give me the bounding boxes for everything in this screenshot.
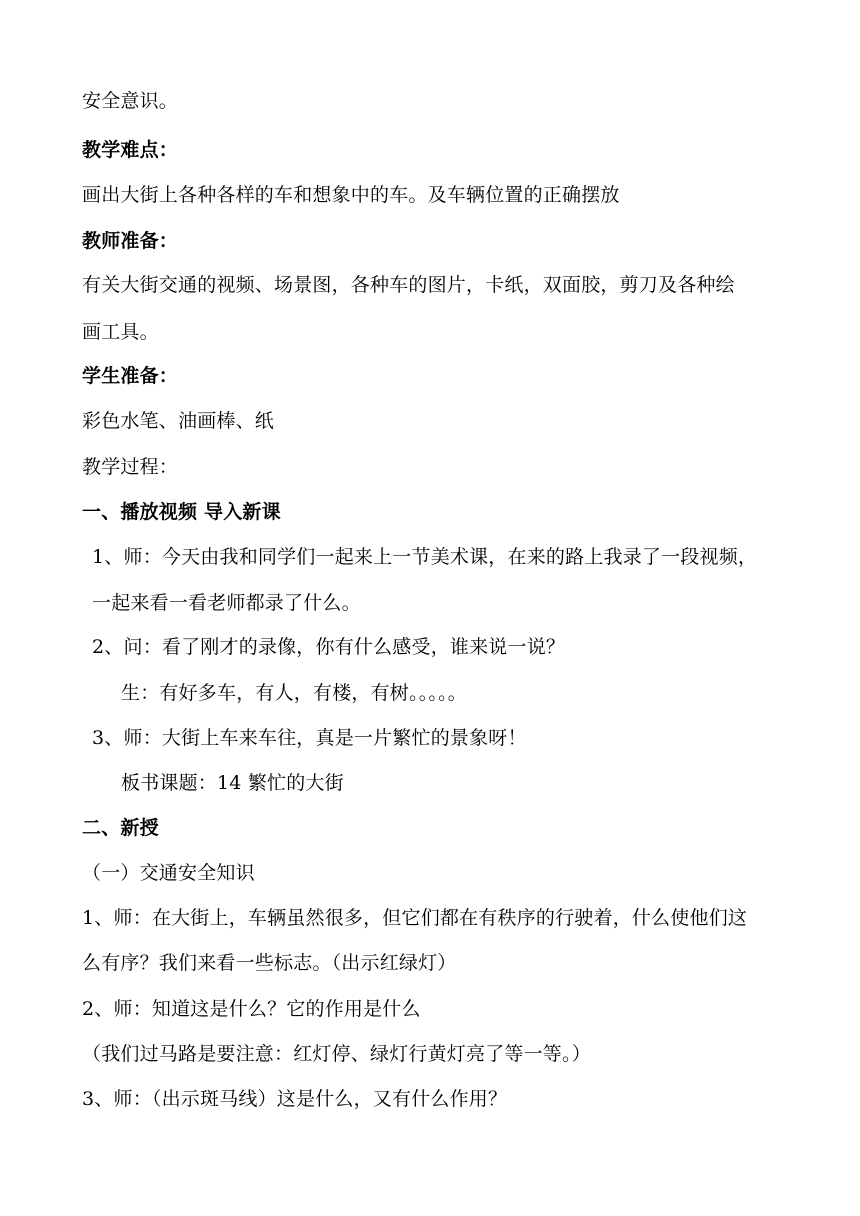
section-heading: 一、播放视频 导入新课 (82, 501, 281, 523)
text-line: 3、师：（出示斑马线）这是什么，又有什么作用？ (82, 1088, 508, 1110)
section-heading: 教师准备： (82, 230, 179, 252)
text-line: 1、师：在大街上，车辆虽然很多，但它们都在有秩序的行驶着，什么使他们这 (82, 907, 748, 929)
text-line: 2、师：知道这是什么？它的作用是什么 (82, 998, 421, 1020)
text-line: 一起来看一看老师都录了什么。 (92, 592, 361, 614)
text-line: 生：有好多车，有人，有楼，有树。。。。。 (121, 682, 468, 704)
text-line: 1、师：今天由我和同学们一起来上一节美术课，在来的路上我录了一段视频， (92, 546, 758, 568)
text-line: （一）交通安全知识 (82, 862, 255, 884)
text-line: 么有序？我们来看一些标志。（出示红绿灯） (82, 952, 457, 974)
section-heading: 教学难点： (82, 139, 179, 161)
text-line: 2、问：看了刚才的录像，你有什么感受，谁来说一说？ (92, 636, 566, 658)
section-heading: 二、新授 (82, 817, 159, 839)
section-heading: 学生准备： (82, 365, 179, 387)
text-line: 画出大街上各种各样的车和想象中的车。及车辆位置的正确摆放 (82, 184, 620, 206)
text-line: 画工具。 (82, 321, 159, 343)
text-line: 教学过程： (82, 456, 179, 478)
text-line: 板书课题：14 繁忙的大街 (121, 772, 344, 794)
text-line: 有关大街交通的视频、场景图，各种车的图片，卡纸，双面胶，剪刀及各种绘 (82, 274, 735, 296)
text-line: 彩色水笔、油画棒、纸 (82, 410, 275, 432)
text-line: 安全意识。 (82, 90, 179, 112)
text-line: 3、师：大街上车来车往，真是一片繁忙的景象呀！ (92, 727, 527, 749)
text-line: （我们过马路是要注意：红灯停、绿灯行黄灯亮了等一等。） (82, 1043, 591, 1065)
